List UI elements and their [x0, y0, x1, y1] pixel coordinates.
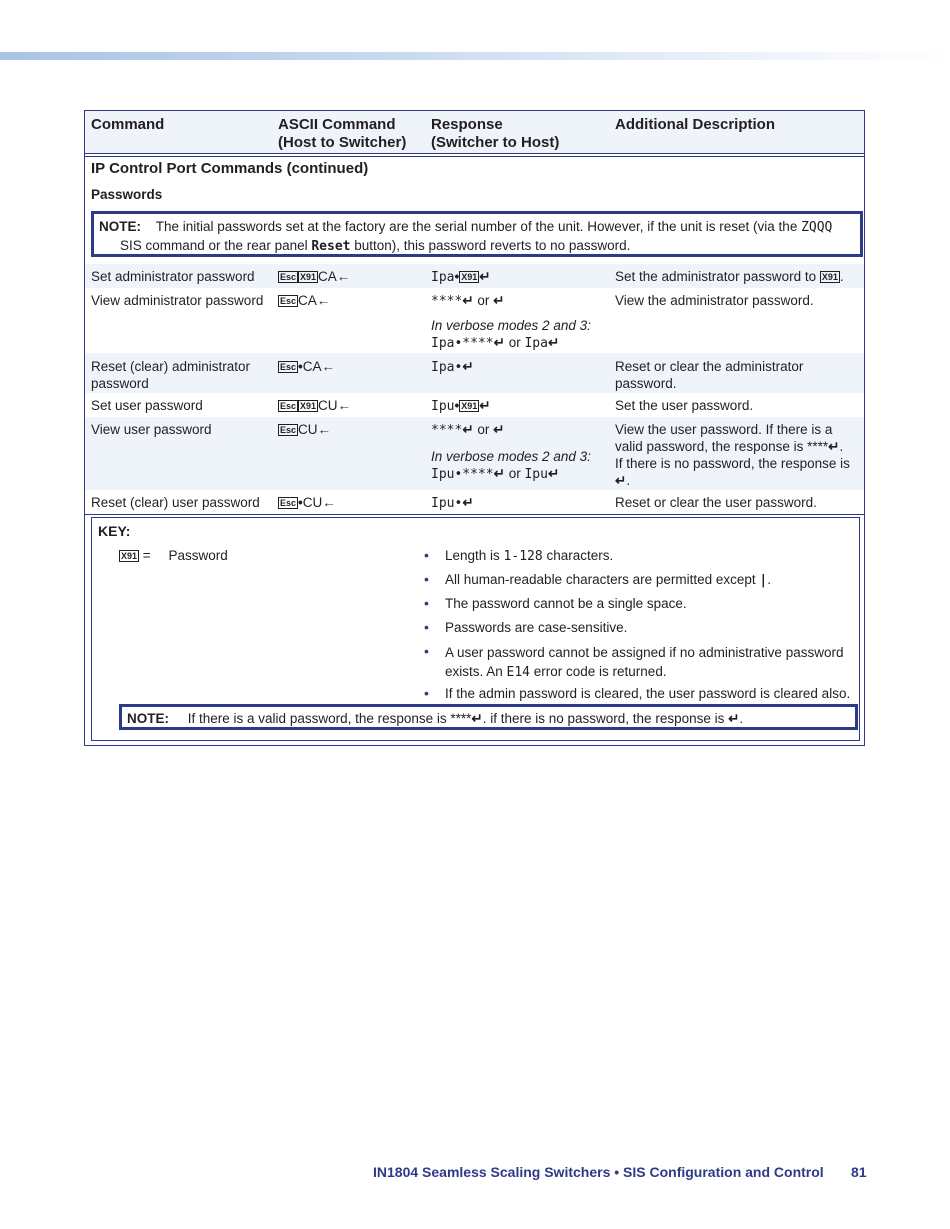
row3-command: [91, 358, 250, 392]
row2-response: [431, 292, 611, 352]
response-text: Ipa: [431, 270, 455, 285]
response-text: Ipa•: [431, 360, 463, 375]
enter-icon: ↵: [493, 335, 505, 350]
description-line2: valid password, the response is ****: [615, 439, 829, 454]
header-ascii: [278, 116, 406, 152]
bullet-icon: •: [424, 685, 429, 701]
note-code-reset: Reset: [311, 239, 351, 254]
bullet-icon: •: [424, 547, 429, 563]
enter-icon: ↵: [462, 422, 474, 437]
note-text-a: The initial passwords set at the factory are the serial number of the unit. However, if the unit is reset (via the: [155, 219, 802, 234]
esc-key-icon: Esc: [280, 401, 297, 411]
ascii-text: CU: [302, 495, 323, 510]
enter-icon: ↵: [479, 269, 491, 284]
esc-key-icon: Esc: [280, 362, 297, 372]
x91-variable-icon: X91: [300, 272, 317, 282]
enter-icon: ↵: [547, 335, 560, 350]
enter-icon: ↵: [462, 495, 474, 510]
bullet-code: E14: [506, 665, 531, 680]
command-line1: Reset (clear) administrator: [91, 359, 251, 374]
bullet-text-end: error code is returned.: [530, 664, 667, 679]
header-description: Additional Description: [615, 116, 776, 133]
enter-icon: ↵: [479, 398, 491, 413]
note-box-factory-passwords: [91, 211, 863, 257]
arrow-icon: ←: [316, 293, 331, 308]
header-ascii-line1: ASCII Command: [278, 116, 396, 133]
key-box: [91, 517, 860, 741]
verbose-label: In verbose modes 2 and 3:: [431, 449, 591, 464]
response-text: Ipu: [431, 399, 455, 414]
space-dot-icon: •: [454, 398, 460, 413]
esc-key-icon: Esc: [280, 425, 297, 435]
bullet-text: All human-readable characters are permitted except: [445, 572, 760, 587]
key-divider: [85, 514, 864, 515]
row5-description: View the user password. If there is a valid password, the response is ****↵. If there is no password, the response is ↵.: [615, 421, 861, 489]
bullet-text: Length is: [445, 548, 504, 563]
header-gradient-bar: [0, 52, 950, 60]
verbose-response-b: Ipu: [524, 467, 548, 482]
row4-ascii: [278, 397, 351, 414]
enter-icon: ↵: [462, 359, 474, 374]
esc-key-icon: Esc: [280, 498, 297, 508]
row1-description: Set the administrator password to X91 .: [615, 269, 844, 284]
row5-command: View user password: [91, 422, 212, 437]
bullet-text-2: exists. An: [445, 664, 507, 679]
row6-response: [431, 494, 474, 512]
bullet-text-end: characters.: [542, 548, 614, 563]
bullet-code: 1-128: [503, 549, 543, 564]
note2-text-b: . if there is no password, the response is: [482, 711, 729, 726]
key-x91-entry: [119, 547, 228, 564]
x91-variable-icon: X91: [461, 272, 478, 282]
description-line2: password.: [615, 376, 677, 391]
row1-response: [431, 268, 491, 286]
arrow-icon: ←: [321, 359, 336, 374]
x91-variable-icon: X91: [461, 401, 478, 411]
enter-icon: ↵: [547, 466, 560, 481]
verbose-response-a: Ipu•****: [431, 467, 494, 482]
enter-icon: ↵: [828, 439, 840, 454]
x91-variable-icon: X91: [300, 401, 317, 411]
key-bullet-1: [445, 547, 613, 565]
key-title: KEY:: [98, 523, 131, 539]
or-text: or: [504, 466, 525, 481]
note-text: [99, 218, 854, 256]
command-line2: password: [91, 376, 149, 391]
bullet-icon: •: [424, 571, 429, 587]
row4-response: [431, 397, 491, 415]
row3-ascii: [278, 358, 335, 375]
space-dot-icon: •: [298, 359, 303, 374]
note2-text-a: If there is a valid password, the response is ****: [187, 711, 472, 726]
enter-icon: ↵: [462, 293, 474, 308]
verbose-response-b: Ipa: [524, 336, 548, 351]
or-text: or: [473, 422, 494, 437]
or-text: or: [504, 335, 525, 350]
header-response-line2: (Switcher to Host): [431, 134, 560, 151]
x91-variable-icon: X91: [121, 551, 138, 561]
footer-title: IN1804 Seamless Scaling Switchers • SIS Configuration and Control: [373, 1164, 824, 1180]
enter-icon: ↵: [728, 711, 740, 726]
key-equals: =: [142, 548, 151, 563]
row2-ascii: [278, 292, 330, 309]
header-ascii-line2: (Host to Switcher): [278, 134, 407, 151]
bullet-icon: •: [424, 643, 429, 659]
row6-ascii: [278, 494, 336, 511]
key-bullet-5: [445, 643, 843, 682]
description-line1: View the user password. If there is a: [615, 422, 833, 437]
ascii-text: CU: [298, 422, 318, 437]
description-line1: Reset or clear the administrator: [615, 359, 804, 374]
bullet-text: A user password cannot be assigned if no administrative password: [445, 645, 844, 660]
note2-label: NOTE:: [127, 711, 169, 726]
section-title: IP Control Port Commands (continued): [91, 160, 369, 177]
x91-variable-icon: X91: [821, 272, 838, 282]
description-line3: If there is no password, the response is: [615, 456, 850, 471]
header-response: [431, 116, 559, 152]
header-command: Command: [91, 116, 165, 133]
header-response-line1: Response: [431, 116, 503, 133]
row4-command: Set user password: [91, 398, 203, 413]
row4-description: Set the user password.: [615, 398, 754, 413]
key-name: Password: [168, 548, 228, 563]
esc-key-icon: Esc: [280, 272, 297, 282]
command-table: [84, 110, 865, 746]
note-text-c: button), this password reverts to no password.: [350, 238, 631, 253]
enter-icon: ↵: [493, 422, 505, 437]
row2-command: View administrator password: [91, 293, 264, 308]
ascii-text: CA: [302, 359, 322, 374]
verbose-response-a: Ipa•****: [431, 336, 494, 351]
row3-response: [431, 358, 474, 376]
note-code-zqqq: ZQQQ: [801, 220, 833, 235]
response-text: Ipu•: [431, 496, 463, 511]
key-bullet-6: If the admin password is cleared, the user password is cleared also.: [445, 686, 851, 701]
row6-description: Reset or clear the user password.: [615, 495, 817, 510]
enter-icon: ↵: [615, 473, 627, 488]
enter-icon: ↵: [493, 293, 505, 308]
header-divider: [85, 153, 864, 157]
note-box-response: [119, 704, 858, 730]
note-label: NOTE:: [99, 219, 141, 234]
key-bullet-3: The password cannot be a single space.: [445, 596, 687, 611]
description-text: Set the administrator password to: [615, 269, 820, 284]
ascii-text: CA: [318, 269, 337, 284]
space-dot-icon: •: [298, 495, 303, 510]
row3-description: [615, 358, 803, 392]
enter-icon: ↵: [493, 466, 505, 481]
row2-description: View the administrator password.: [615, 293, 814, 308]
row5-ascii: [278, 421, 331, 438]
arrow-icon: ←: [317, 422, 332, 437]
row5-response: [431, 421, 611, 483]
bullet-icon: •: [424, 619, 429, 635]
key-bullet-4: Passwords are case-sensitive.: [445, 620, 628, 635]
page-number: 81: [851, 1164, 867, 1180]
key-bullet-2: [445, 571, 771, 589]
arrow-icon: ←: [322, 495, 336, 510]
enter-icon: ↵: [471, 711, 483, 726]
or-text: or: [473, 293, 494, 308]
bullet-code: |: [759, 573, 768, 588]
bullet-icon: •: [424, 595, 429, 611]
note2-text: NOTE: If there is a valid password, the response is ****↵. if there is no password, the response is ↵.: [127, 711, 744, 726]
esc-key-icon: Esc: [280, 296, 297, 306]
response-text: ****: [431, 294, 463, 309]
row6-command: Reset (clear) user password: [91, 495, 260, 510]
verbose-label: In verbose modes 2 and 3:: [431, 318, 591, 333]
response-text: ****: [431, 423, 463, 438]
space-dot-icon: •: [454, 269, 460, 284]
arrow-icon: ←: [336, 269, 351, 284]
ascii-text: CU: [318, 398, 338, 413]
bullet-text-end: .: [767, 572, 772, 587]
row1-command: Set administrator password: [91, 269, 255, 284]
row1-ascii: [278, 268, 350, 285]
section-subtitle: Passwords: [91, 187, 163, 202]
ascii-text: CA: [298, 293, 317, 308]
note-text-b: SIS command or the rear panel: [120, 238, 312, 253]
arrow-icon: ←: [337, 398, 352, 413]
